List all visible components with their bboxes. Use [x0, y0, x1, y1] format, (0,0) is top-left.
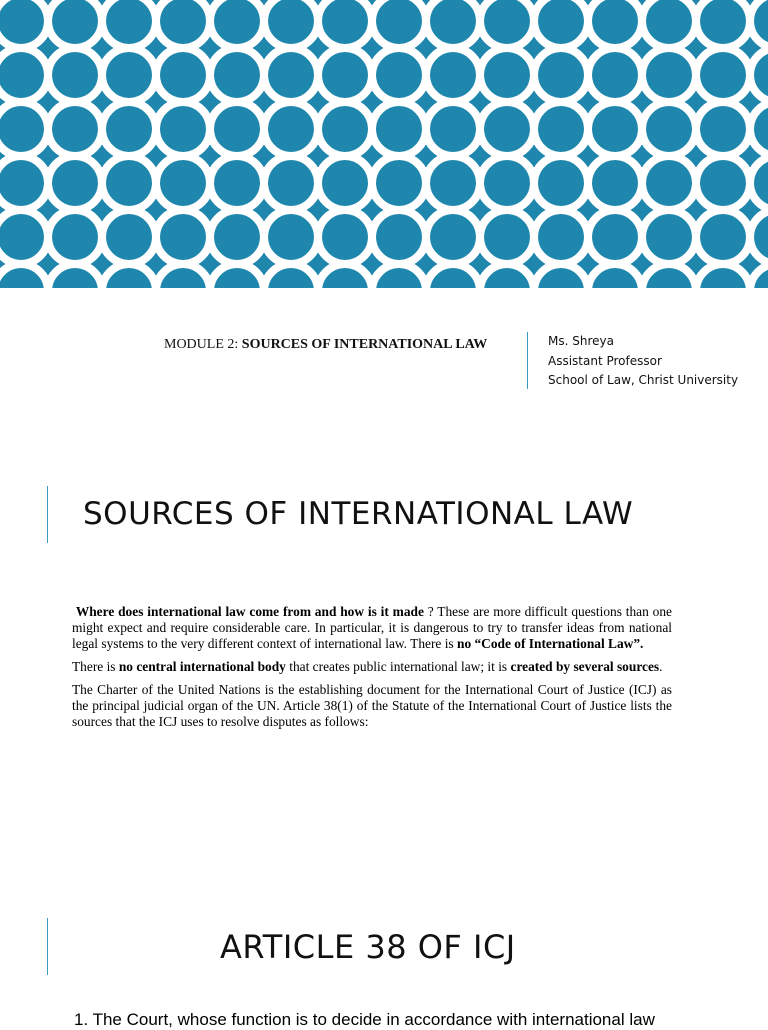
paragraph-2	[72, 659, 672, 675]
heading-accent-rule-2	[47, 918, 48, 975]
interlocking-circles-pattern	[0, 0, 768, 288]
p2-bold-sources: created by several sources	[510, 659, 660, 674]
author-title: Assistant Professor	[548, 353, 662, 368]
pattern-banner	[0, 0, 768, 288]
p1-bold-code: no “Code of International Law”.	[457, 636, 644, 651]
paragraph-3: The Charter of the United Nations is the establishing document for the International Court of Justice (ICJ) as the principal judicial organ of the UN. Article 38(1) of the Statute of the International Court of Justice lists the sources that the ICJ uses to resolve disputes as follows:	[72, 682, 672, 729]
p1-bold-question: Where does international law come from and how is it made	[75, 604, 424, 619]
p1-text: ? These are more difficult questions than one might expect and require considerable care. In particular, it is dangerous to try to transfer ideas from national legal systems to the very different context of international law. There is	[72, 604, 672, 651]
paragraph-1	[72, 604, 672, 652]
p2-text-a: There is	[72, 659, 119, 674]
module-prefix: MODULE 2:	[164, 337, 242, 352]
p2-text-c: .	[659, 659, 663, 674]
slide-heading-sources: SOURCES OF INTERNATIONAL LAW	[83, 496, 634, 532]
author-name: Ms. Shreya	[548, 334, 614, 348]
author-affiliation: School of Law, Christ University	[548, 373, 739, 387]
module-title	[164, 337, 516, 353]
article-list-item-1: 1. The Court, whose function is to decide in accordance with international law	[74, 1010, 655, 1029]
slide-body	[72, 604, 672, 737]
module-name: SOURCES OF INTERNATIONAL LAW	[241, 337, 488, 352]
author-divider	[527, 332, 528, 389]
heading-accent-rule	[47, 486, 48, 543]
slide-heading-article-38: ARTICLE 38 OF ICJ	[220, 928, 516, 966]
p2-bold-body: no central international body	[118, 659, 286, 674]
p2-text-b: that creates public international law; it is	[285, 659, 511, 674]
author-block	[548, 332, 738, 391]
